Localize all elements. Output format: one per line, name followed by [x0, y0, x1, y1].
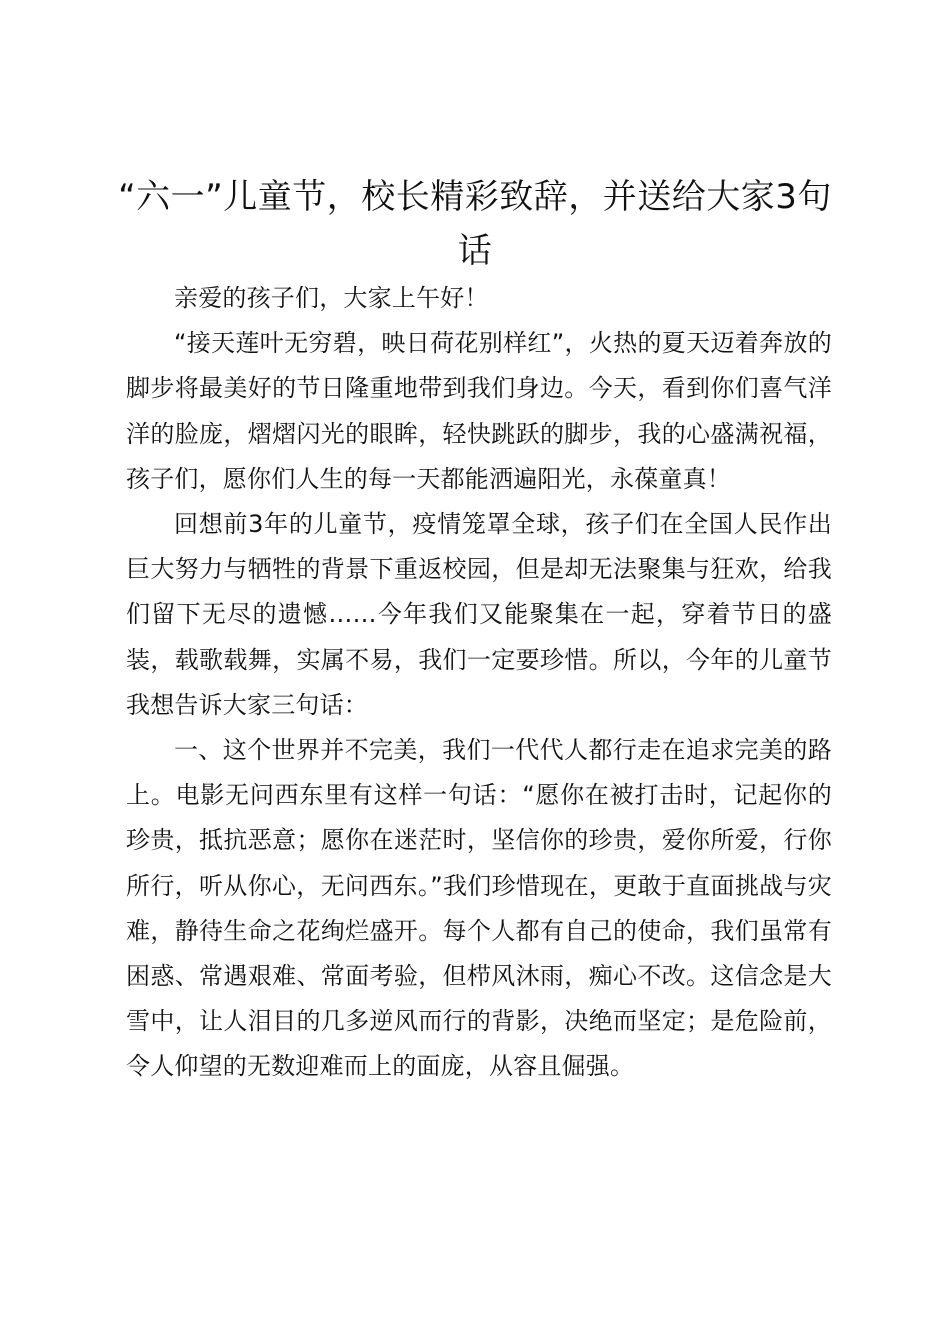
- paragraph-summer: “接天莲叶无穷碧，映日荷花别样红”，火热的夏天迈着奔放的脚步将最美好的节日隆重地带到我们身边。今天，看到你们喜气洋洋的脸庞，熠熠闪光的眼眸，轻快跳跃的脚步，我的心盛满祝福，孩子们，愿你们人生的每一天都能洒遍阳光，永葆童真！: [126, 329, 832, 493]
- paragraph-greeting: 亲爱的孩子们，大家上午好！: [174, 284, 489, 312]
- document-body: [126, 276, 832, 1090]
- paragraph-point-one: 一、这个世界并不完美，我们一代代人都行走在追求完美的路上。电影无问西东里有这样一句话：“愿你在被打击时，记起你的珍贵，抵抗恶意；愿你在迷茫时，坚信你的珍贵，爱你所爱，行你所行，听从你心，无问西东。”我们珍惜现在，更敢于直面挑战与灾难，静待生命之花绚烂盛开。每个人都有自己的使命，我们虽常有困惑、常遇艰难、常面考验，但栉风沐雨，痴心不改。这信念是大雪中，让人泪目的几多逆风而行的背影，决绝而坚定；是危险前，令人仰望的无数迎难而上的面庞，从容且倔强。: [126, 736, 832, 1081]
- document-title: “六一”儿童节，校长精彩致辞，并送给大家3句话: [118, 177, 832, 271]
- paragraph-recall: 回想前3年的儿童节，疫情笼罩全球，孩子们在全国人民作出巨大努力与牺牲的背景下重返校园，但是却无法聚集与狂欢，给我们留下无尽的遗憾……今年我们又能聚集在一起，穿着节日的盛装，载歌载舞，实属不易，我们一定要珍惜。所以，今年的儿童节我想告诉大家三句话：: [126, 510, 832, 719]
